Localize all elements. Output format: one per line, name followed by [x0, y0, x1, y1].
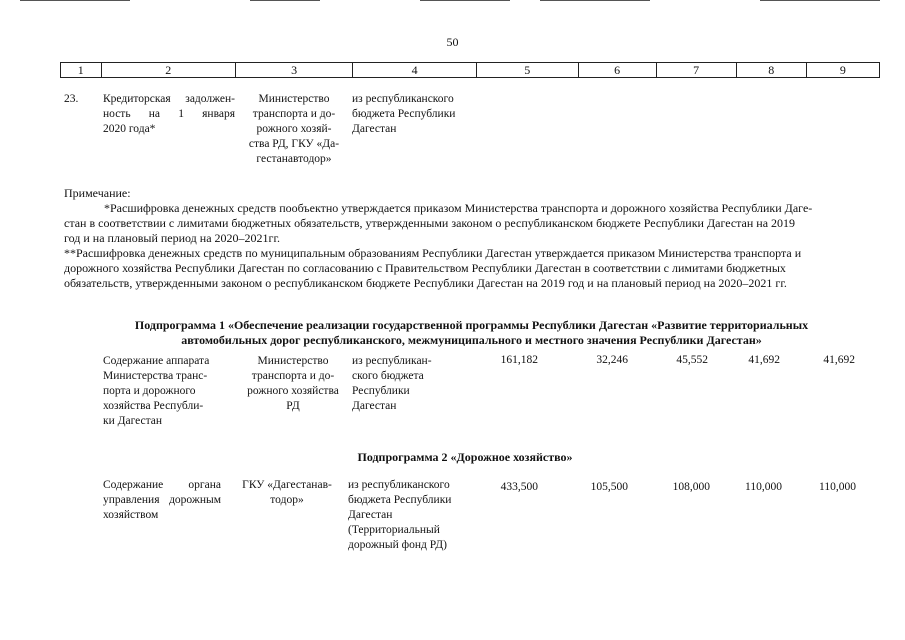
column-number: 5	[476, 63, 578, 78]
column-number: 6	[578, 63, 656, 78]
row-name: Содержание органа управления дорожным хозяйством	[103, 479, 221, 521]
value-year: 45,552	[676, 354, 708, 366]
value-year: 32,246	[596, 354, 628, 366]
note-title: Примечание:	[64, 186, 131, 200]
note-paragraph-1-line: год и на плановый период на 2020–2021гг.	[64, 231, 281, 245]
column-number: 2	[101, 63, 235, 78]
value-year: 110,000	[819, 481, 856, 493]
column-number: 7	[656, 63, 736, 78]
note-paragraph-2-line: **Расшифровка денежных средств по муниципальным образованиям Республики Дагестан утверждается приказом Министерства транспорта и	[64, 246, 802, 260]
value-year: 105,500	[590, 481, 628, 493]
column-number: 4	[353, 63, 476, 78]
note-paragraph-2-line: дорожного хозяйства Республики Дагестан по согласованию с Правительством Республики Дагестан в соответствии с лимитами бюджетных	[64, 261, 786, 275]
note-paragraph-1-line: стан в соответствии с лимитами бюджетных обязательств, утвержденными законом о республиканском бюджете Республики Дагестан на 2019	[64, 216, 796, 230]
note-paragraph-2-line: обязательств, утвержденными законом о республиканском бюджете Республики Дагестан на 2019 год и на плановый период на 2020–2021 гг.	[64, 276, 787, 290]
row-name: Кредиторская задолжен- ность на 1 января 2020 года*	[103, 93, 235, 135]
page-number: 50	[446, 35, 459, 49]
row-number: 23.	[64, 93, 79, 105]
value-year: 41,692	[748, 354, 780, 366]
row-name: Содержание аппарата Министерства транс- порта и дорожного хозяйства Республи- ки Дагестан	[103, 355, 210, 427]
row-executor: Министерство транспорта и до- рожного хозяйства РД	[247, 355, 339, 412]
value-total: 161,182	[500, 354, 538, 366]
row-funding-source: из республикан- ского бюджета Республики Дагестан	[352, 355, 432, 412]
value-year: 110,000	[745, 481, 782, 493]
scan-edge-marks	[0, 0, 905, 4]
note-paragraph-1-line: *Расшифровка денежных средств пообъектно утверждается приказом Министерства транспорта и дорожного хозяйства Республики Даге-	[104, 201, 813, 215]
row-executor: ГКУ «Дагестанав- тодор»	[242, 479, 332, 506]
row-funding-source: из республиканского бюджета Республики Дагестан	[352, 93, 456, 135]
note-block	[64, 186, 879, 291]
subprogram-2-heading: Подпрограмма 2 «Дорожное хозяйство»	[357, 450, 573, 464]
column-number-header	[60, 62, 880, 78]
column-number: 3	[235, 63, 353, 78]
row-executor: Министерство транспорта и до- рожного хозяй- ства РД, ГКУ «Да- гестанавтодор»	[248, 93, 340, 165]
subprogram-1-heading: Подпрограмма 1 «Обеспечение реализации государственной программы Республики Дагестан «Развитие территориальных автомобильных дорог республиканского, межмуниципального и местного значения Республики Дагестан»	[134, 318, 809, 347]
column-number: 8	[736, 63, 806, 78]
column-number: 1	[61, 63, 102, 78]
row-funding-source: из республиканского бюджета Республики Дагестан (Территориальный дорожный фонд РД)	[348, 479, 452, 551]
value-year: 41,692	[823, 354, 855, 366]
value-year: 108,000	[672, 481, 710, 493]
value-total: 433,500	[500, 481, 538, 493]
column-number: 9	[806, 63, 879, 78]
